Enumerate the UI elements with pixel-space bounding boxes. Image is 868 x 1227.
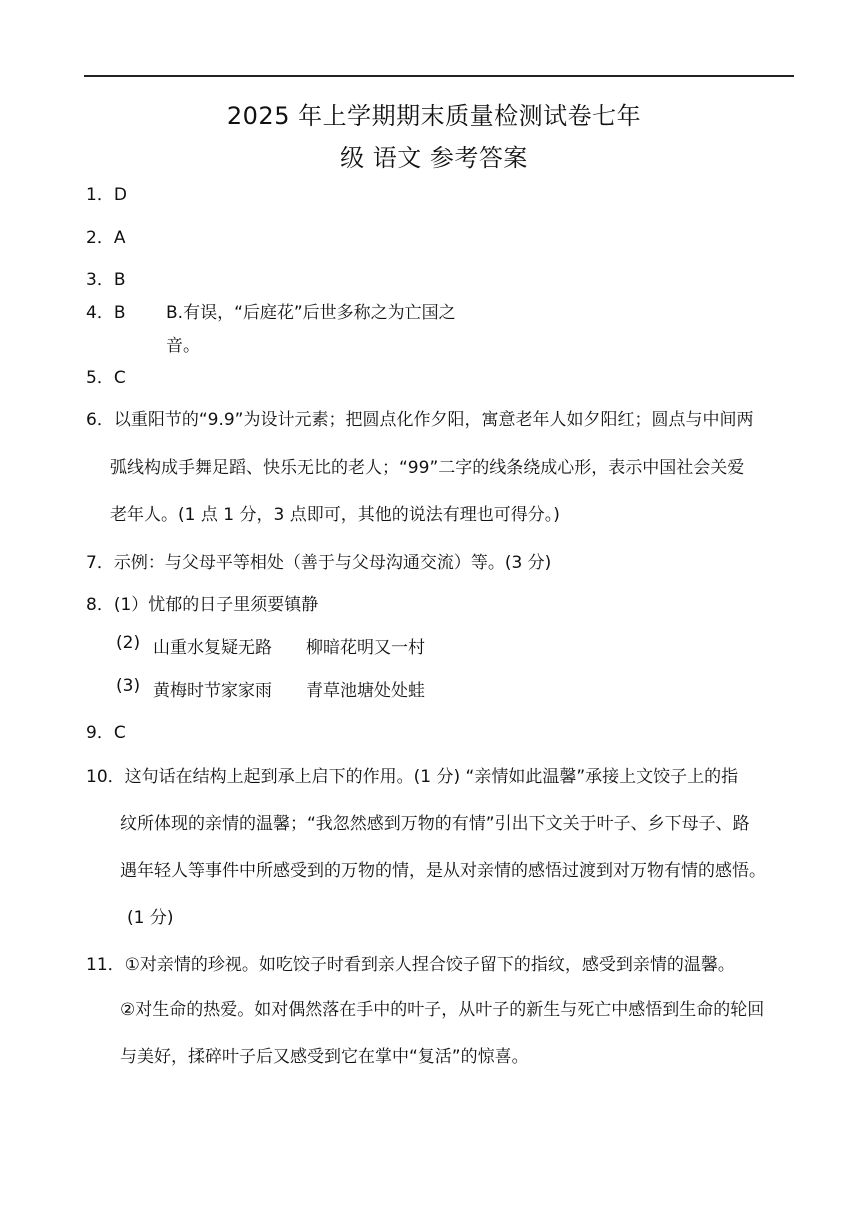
answer-1: 1．D xyxy=(86,185,127,205)
answer-10-line4: (1 分) xyxy=(127,908,174,928)
answer-10-line3: 遇年轻人等事件中所感受到的万物的情，是从对亲情的感悟过渡到对万物有情的感悟。 xyxy=(120,861,766,881)
answer-8-sub3-number: (3) xyxy=(116,676,141,696)
answer-5: 5．C xyxy=(86,368,126,388)
answer-11-line1: 11．①对亲情的珍视。如吃饺子时看到亲人捏合饺子留下的指纹，感受到亲情的温馨。 xyxy=(86,955,735,975)
doc-title-line1: 2025 年上学期期末质量检测试卷七年 xyxy=(226,102,642,130)
doc-title-line2: 级 语文 参考答案 xyxy=(340,144,528,172)
answer-10-line1: 10．这句话在结构上起到承上启下的作用。(1 分) “亲情如此温馨”承接上文饺子上的指 xyxy=(86,767,739,787)
answer-8-sub2-number: (2) xyxy=(116,633,141,653)
header-rule xyxy=(84,75,794,77)
answer-3: 3．B xyxy=(86,270,126,290)
answer-4-explanation: B.有误，“后庭花”后世多称之为亡国之 xyxy=(166,303,456,323)
answer-7: 7．示例：与父母平等相处（善于与父母沟通交流）等。(3 分) xyxy=(86,553,552,573)
answer-6-line1: 6．以重阳节的“9.9”为设计元素；把圆点化作夕阳，寓意老年人如夕阳红；圆点与中间两 xyxy=(86,410,754,430)
answer-6-line3: 老年人。(1 点 1 分，3 点即可，其他的说法有理也可得分。) xyxy=(110,505,560,525)
answer-11-line3: 与美好，揉碎叶子后又感受到它在掌中“复活”的惊喜。 xyxy=(120,1047,529,1067)
answer-2: 2．A xyxy=(86,228,126,248)
answer-8-sub3-line-a: 黄梅时节家家雨 xyxy=(153,681,272,701)
answer-9: 9．C xyxy=(86,723,126,743)
answer-4-number: 4．B xyxy=(86,303,126,323)
answer-11-line2: ②对生命的热爱。如对偶然落在手中的叶子，从叶子的新生与死亡中感悟到生命的轮回 xyxy=(120,1000,765,1020)
answer-6-line2: 弧线构成手舞足蹈、快乐无比的老人；“99”二字的线条绕成心形，表示中国社会关爱 xyxy=(110,458,745,478)
answer-8-sub2-line-b: 柳暗花明又一村 xyxy=(306,638,425,658)
answer-10-line2: 纹所体现的亲情的温馨；“我忽然感到万物的有情”引出下文关于叶子、乡下母子、路 xyxy=(120,814,750,834)
answer-8-sub2-line-a: 山重水复疑无路 xyxy=(153,638,272,658)
answer-4-explanation-cont: 音。 xyxy=(166,336,200,356)
answer-8-line1: 8．(1）忧郁的日子里须要镇静 xyxy=(86,595,319,615)
answer-8-sub3-line-b: 青草池塘处处蛙 xyxy=(306,681,425,701)
